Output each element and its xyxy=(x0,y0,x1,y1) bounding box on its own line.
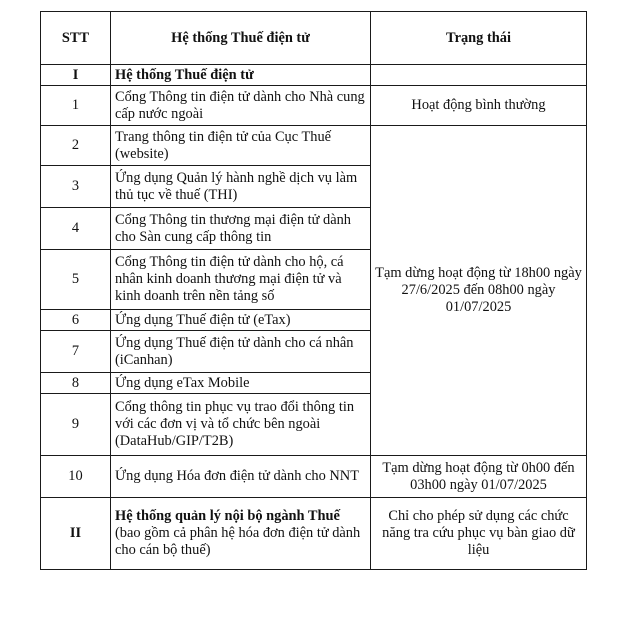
section-row xyxy=(41,498,587,570)
row-system-name: Trang thông tin điện tử của Cục Thuế (website) xyxy=(111,126,371,166)
section-number: I xyxy=(41,65,111,86)
row-system-name: Ứng dụng Quản lý hành nghề dịch vụ làm thủ tục về thuế (THI) xyxy=(111,166,371,208)
table-row xyxy=(41,86,587,126)
row-status: Chỉ cho phép sử dụng các chức năng tra cứu phục vụ bàn giao dữ liệu xyxy=(371,498,587,570)
row-status: Tạm dừng hoạt động từ 0h00 đến 03h00 ngày 01/07/2025 xyxy=(371,456,587,498)
row-system-name: Ứng dụng eTax Mobile xyxy=(111,373,371,394)
table-row xyxy=(41,126,587,166)
row-system-name: Ứng dụng Thuế điện tử (eTax) xyxy=(111,310,371,331)
row-system-name: Cổng Thông tin thương mại điện tử dành cho Sàn cung cấp thông tin xyxy=(111,208,371,250)
row-number: 10 xyxy=(41,456,111,498)
section-description xyxy=(111,498,371,570)
tax-systems-status-table xyxy=(40,11,587,570)
row-system-name: Cổng Thông tin điện tử dành cho hộ, cá nhân kinh doanh thương mại điện tử và kinh doanh trên nền tảng số xyxy=(111,250,371,310)
row-number: 6 xyxy=(41,310,111,331)
row-system-name: Cổng thông tin phục vụ trao đổi thông tin với các đơn vị và tổ chức bên ngoài (DataHub/GIP/T2B) xyxy=(111,394,371,456)
header-system: Hệ thống Thuế điện tử xyxy=(111,12,371,65)
table-row xyxy=(41,456,587,498)
header-row xyxy=(41,12,587,65)
row-number: 4 xyxy=(41,208,111,250)
section-title: Hệ thống Thuế điện tử xyxy=(111,65,371,86)
section-row xyxy=(41,65,587,86)
row-number: 9 xyxy=(41,394,111,456)
row-number: 1 xyxy=(41,86,111,126)
row-number: 8 xyxy=(41,373,111,394)
row-number: 2 xyxy=(41,126,111,166)
header-status: Trạng thái xyxy=(371,12,587,65)
section-number: II xyxy=(41,498,111,570)
row-system-name: Cổng Thông tin điện tử dành cho Nhà cung cấp nước ngoài xyxy=(111,86,371,126)
row-system-name: Ứng dụng Hóa đơn điện tử dành cho NNT xyxy=(111,456,371,498)
row-status: Tạm dừng hoạt động từ 18h00 ngày 27/6/2025 đến 08h00 ngày 01/07/2025 xyxy=(371,126,587,456)
row-number: 3 xyxy=(41,166,111,208)
section-title: Hệ thống quản lý nội bộ ngành Thuế xyxy=(115,508,340,524)
section-note: (bao gồm cả phân hệ hóa đơn điện tử dành cho cán bộ thuế) xyxy=(115,525,361,558)
row-system-name: Ứng dụng Thuế điện tử dành cho cá nhân (iCanhan) xyxy=(111,331,371,373)
row-number: 7 xyxy=(41,331,111,373)
section-status-cell xyxy=(371,65,587,86)
row-status: Hoạt động bình thường xyxy=(371,86,587,126)
row-number: 5 xyxy=(41,250,111,310)
header-stt: STT xyxy=(41,12,111,65)
